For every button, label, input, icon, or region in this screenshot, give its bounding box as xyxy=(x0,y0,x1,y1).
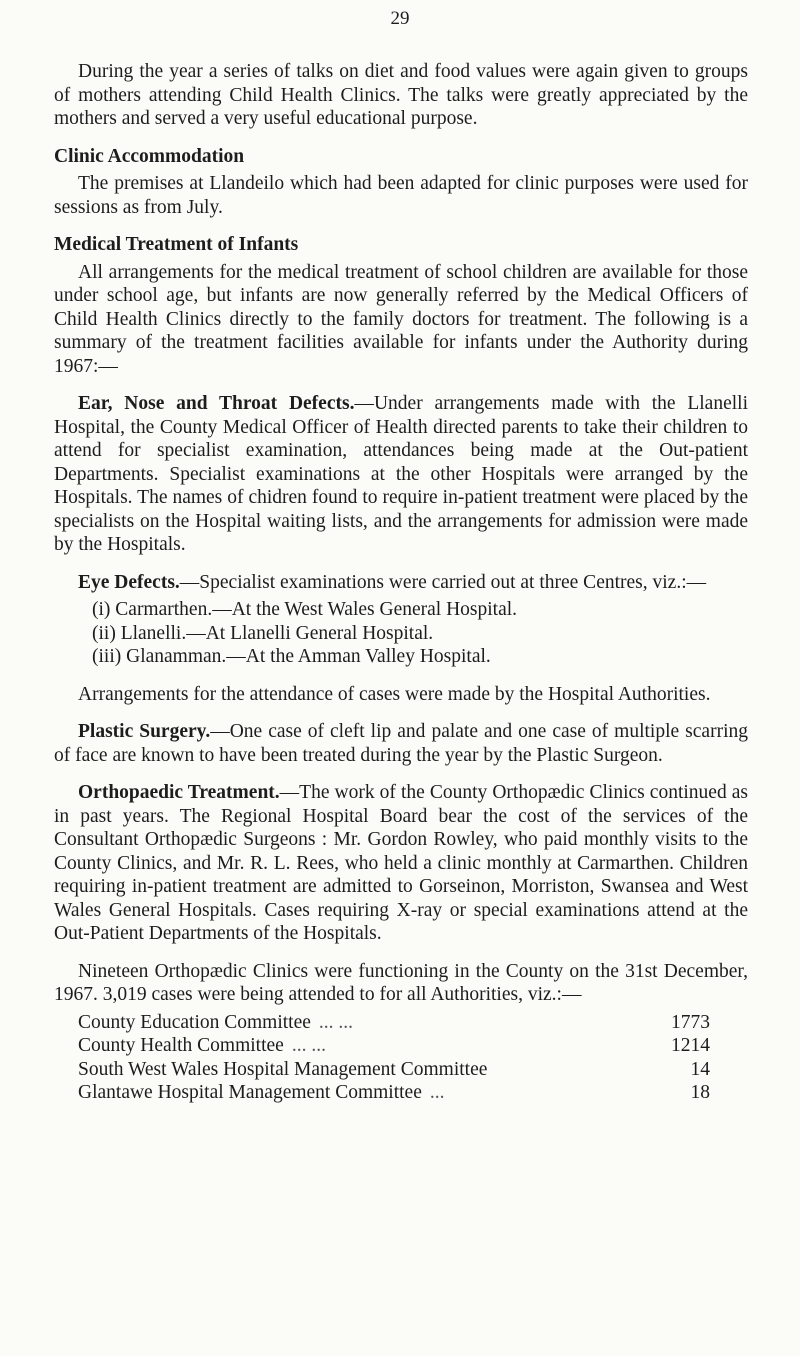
table-row xyxy=(78,1011,710,1035)
orthopaedic-heading: Orthopaedic Treatment. xyxy=(78,782,280,803)
intro-paragraph: During the year a series of talks on diet and food values were again given to groups of mothers attending Child Health Clinics. The talks were greatly appreciated by the mothers and served a very useful educational purpose. xyxy=(54,61,748,129)
plastic-text: —One case of cleft lip and palate and one case of multiple scarring of face are known to have been treated during the year by the Plastic Surgeon. xyxy=(54,721,748,766)
authority-count: 1214 xyxy=(671,1035,710,1056)
table-row xyxy=(78,1058,710,1082)
list-item: (i) Carmarthen.—At the West Wales General Hospital. xyxy=(92,599,518,620)
authority-name: Glantawe Hospital Management Committee ... xyxy=(78,1082,445,1103)
orthopaedic-text: —The work of the County Orthopædic Clinics continued as in past years. The Regional Hospital Board bear the cost of the services of the Consultant Orthopædic Surgeons : Mr. Gordon Rowley, who paid monthly visits to the County Clinics, and Mr. R. L. Rees, who held a clinic monthly at Carmarthen. Children requiring in-patient treatment are admitted to Gorseinon, Morriston, Swansea and West Wales General Hospitals. Cases requiring X-ray or special examinations attend at the Out-Patient Departments of the Hospitals. xyxy=(54,782,748,944)
authorities-table xyxy=(78,1011,710,1105)
clinic-accommodation-heading: Clinic Accommodation xyxy=(54,145,245,167)
eye-heading: Eye Defects. xyxy=(78,571,180,593)
orthopaedic-paragraph xyxy=(54,781,748,946)
authority-name: South West Wales Hospital Management Committee xyxy=(78,1058,488,1080)
ent-heading: Ear, Nose and Throat Defects. xyxy=(78,393,355,414)
eye-paragraph xyxy=(54,571,748,595)
medical-treatment-heading: Medical Treatment of Infants xyxy=(54,234,299,255)
authority-name: County Education Committee ... ... xyxy=(78,1011,354,1033)
plastic-paragraph xyxy=(54,720,748,767)
list-item: (iii) Glanamman.—At the Amman Valley Hospital. xyxy=(92,646,491,667)
table-row xyxy=(78,1034,710,1058)
authority-count: 1773 xyxy=(671,1011,710,1033)
medical-treatment-text: All arrangements for the medical treatment of school children are available for those under school age, but infants are now generally referred by the Medical Officers of Child Health Clinics directly to the family doctors for treatment. The following is a summary of the treatment facilities available for infants under the Authority during 1967:— xyxy=(54,261,748,377)
eye-after-text: Arrangements for the attendance of cases were made by the Hospital Authorities. xyxy=(78,683,711,705)
list-item: (ii) Llanelli.—At Llanelli General Hospital. xyxy=(92,622,434,644)
page-number: 29 xyxy=(390,8,410,29)
orthopaedic-clinics-text: Nineteen Orthopædic Clinics were functioning in the County on the 31st December, 1967. 3,019 cases were being attended to for all Authorities, viz.:— xyxy=(54,960,748,1005)
page-content xyxy=(54,60,748,1105)
plastic-heading: Plastic Surgery. xyxy=(78,721,211,742)
ent-text: —Under arrangements made with the Llanelli Hospital, the County Medical Officer of Health directed parents to take their children to attend for specialist examination, attendances being made at the Out-patient Departments. Specialist examinations at the other Hospitals were arranged by the Hospitals. The names of chidren found to require in-patient treatment were placed by the specialists on the Hospital waiting lists, and the arrangements for admission were made by the Hospitals. xyxy=(54,393,748,555)
clinic-accommodation-text: The premises at Llandeilo which had been adapted for clinic purposes were used for sessions as from July. xyxy=(54,173,748,218)
eye-text: —Specialist examinations were carried out at three Centres, viz.:— xyxy=(179,571,707,593)
authority-name: County Health Committee ... ... xyxy=(78,1035,326,1056)
ent-paragraph xyxy=(54,392,748,557)
authority-count: 14 xyxy=(690,1058,710,1080)
table-row xyxy=(78,1081,710,1105)
authority-count: 18 xyxy=(690,1082,710,1103)
eye-centres-list xyxy=(54,598,748,669)
